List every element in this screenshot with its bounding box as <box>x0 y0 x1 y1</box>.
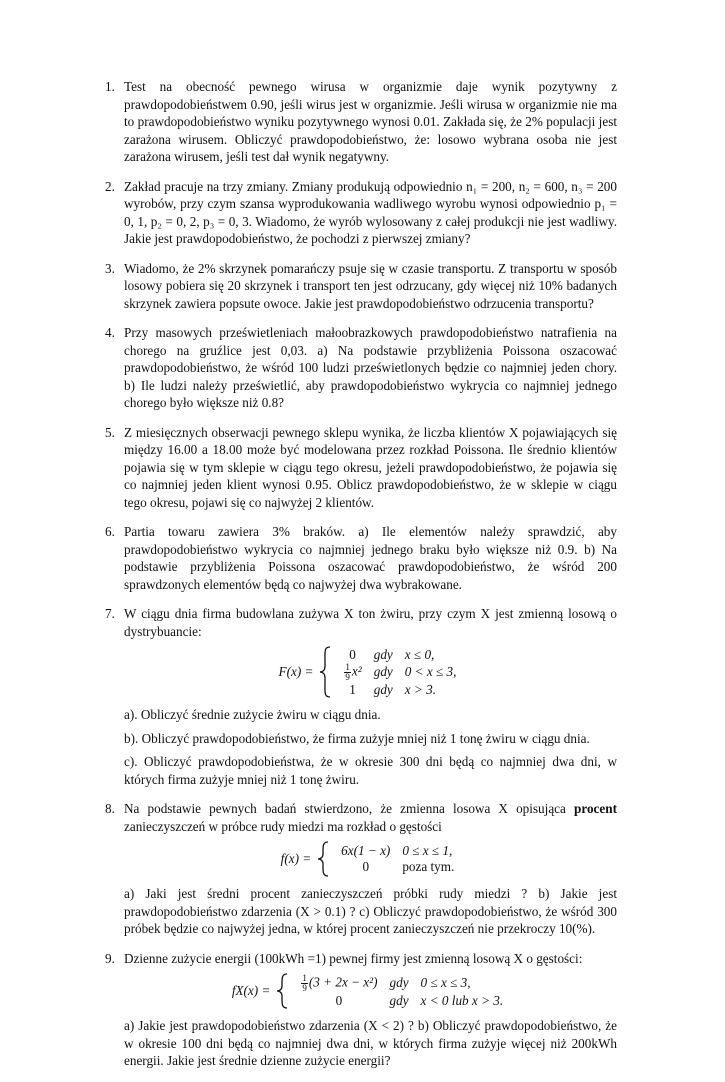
document-page <box>0 78 725 1082</box>
case-expression: x² <box>351 663 362 679</box>
case-value: 0 <box>349 646 356 662</box>
problem-intro <box>124 800 617 835</box>
problem-list <box>0 78 725 1070</box>
problem-4 <box>105 324 617 412</box>
problem-9 <box>105 950 617 1070</box>
density-equation <box>124 841 617 877</box>
cases-brace-group <box>319 646 462 698</box>
cases-table <box>335 843 460 875</box>
case-gdy: gdy <box>373 664 393 679</box>
bold-keyword: procent <box>574 801 617 816</box>
case-row <box>337 682 462 698</box>
problem-number: 5. <box>105 424 115 440</box>
problem-number: 4. <box>105 325 115 340</box>
problem-text: Test na obecność pewnego wirusa w organizmie daje wynik pozytywny z prawdopodobieństwem 0.90, jeśli wirus jest w organizmie. Jeśli wirusa w organizmie nie ma to prawdopodobieństwo wyniku pozytywnego wynosi 0.01. Zakłada się, że 2% populacji jest zarażona wirusem. Obliczyć prawdopodobieństwo, że: losowo wybrana osoba nie jest zarażona wirusem, jeśli test dał wynik negatywny. <box>124 79 617 164</box>
equation-lhs: F(x) = <box>278 664 314 679</box>
cases-table <box>294 974 509 1009</box>
problem-number: 6. <box>105 524 115 539</box>
intro-part-b: zanieczyszczeń w próbce rudy miedzi ma rozkład o gęstości <box>124 818 442 834</box>
case-condition: x < 0 lub x > 3. <box>420 992 504 1008</box>
case-condition: poza tym. <box>402 859 455 874</box>
left-brace-icon <box>317 841 329 877</box>
fraction-denominator: 9 <box>345 671 350 682</box>
left-brace-icon <box>319 646 331 698</box>
fraction-denominator: 9 <box>302 982 307 993</box>
problem-number: 8. <box>105 801 115 816</box>
problem-intro: Dzienne zużycie energii (100kWh =1) pewnej firmy jest zmienną losową X o gęstości: <box>124 950 583 966</box>
cdf-equation <box>124 646 617 698</box>
density-equation <box>124 973 617 1009</box>
case-row <box>335 859 460 875</box>
cases-brace-group <box>317 841 460 877</box>
case-condition: 0 ≤ x ≤ 3, <box>420 975 471 990</box>
case-value <box>294 974 383 993</box>
left-brace-icon <box>276 973 288 1009</box>
fraction-numerator: 1 <box>302 972 307 983</box>
problem-number: 9. <box>105 950 115 966</box>
case-row <box>337 647 462 663</box>
problem-5 <box>105 424 617 512</box>
case-gdy: gdy <box>373 646 393 662</box>
subquestion-c: c). Obliczyć prawdopodobieństwa, że w okresie 300 dni będą co najmniej dwa dni, w których firma zużyje mniej niż 1 tonę żwiru. <box>124 754 617 787</box>
equation-lhs: fX(x) = <box>231 983 271 998</box>
equation-lhs: f(x) = <box>280 851 312 866</box>
case-value: 0 <box>362 859 370 874</box>
fraction <box>301 974 308 993</box>
problem-number: 7. <box>105 606 115 621</box>
problem-intro: W ciągu dnia firma budowlana zużywa X ton żwiru, przy czym X jest zmienną losową o dystrybuancie: <box>124 606 617 639</box>
case-value: 1 <box>349 681 356 697</box>
case-value: 6x(1 − x) <box>341 843 391 858</box>
subquestion-b: b). Obliczyć prawdopodobieństwo, że firma zużyje mniej niż 1 tonę żwiru w ciągu dnia. <box>124 730 590 746</box>
subquestion-a: a). Obliczyć średnie zużycie żwiru w ciągu dnia. <box>124 707 381 722</box>
fraction <box>344 663 351 682</box>
case-gdy: gdy <box>389 992 409 1008</box>
cases-brace-group <box>276 973 509 1009</box>
fraction-numerator: 1 <box>345 661 350 672</box>
case-row <box>294 974 509 993</box>
case-value: 0 <box>335 992 343 1008</box>
problem-8 <box>105 800 617 938</box>
problem-3 <box>105 260 617 313</box>
problem-1 <box>105 78 617 166</box>
problem-text: Przy masowych prześwietleniach małoobrazkowych prawdopodobieństwo natrafienia na chorego na gruźlice jest 0,03. a) Na podstawie przybliżenia Poissona oszacować prawdopodobieństwo, że wśród 100 ludzi prześwietlonych będzie co najmniej jeden chory. b) Ile ludzi należy prześwietlić, aby prawdopodobieństwo wykrycia co najmniej jednego chorego było większe niż 0.8? <box>124 325 617 410</box>
problem-6 <box>105 523 617 593</box>
case-gdy: gdy <box>389 975 409 990</box>
case-condition: 0 < x ≤ 3, <box>404 664 457 679</box>
case-value <box>337 663 367 682</box>
subquestions: a) Jakie jest prawdopodobieństwo zdarzenia (X < 2) ? b) Obliczyć prawdopodobieństwo, że w okresie 100 dni będą co najmniej dwa dni, w których firma zużyje więcej niż 200kWh energii. Jakie jest średnie dzienne zużycie energii? <box>124 1018 617 1068</box>
problem-7 <box>105 605 617 788</box>
problem-2 <box>105 178 617 248</box>
case-condition: x > 3. <box>404 681 437 697</box>
problem-text: Wiadomo, że 2% skrzynek pomarańczy psuje się w czasie transportu. Z transportu w sposób losowy pobiera się 20 skrzynek i transport ten jest odrzucany, gdy więcej niż 10% badanych skrzynek zawiera popsute owoce. Jakie jest prawdopodobieństwo odrzucenia transportu? <box>124 260 617 311</box>
case-condition: x ≤ 0, <box>404 646 435 662</box>
case-expression: (3 + 2x − x²) <box>308 974 378 990</box>
case-row <box>294 993 509 1009</box>
case-row <box>335 843 460 859</box>
problem-number: 2. <box>105 178 115 194</box>
case-condition: 0 ≤ x ≤ 1, <box>402 843 453 858</box>
case-row <box>337 663 462 682</box>
problem-number: 3. <box>105 260 115 276</box>
cases-table <box>337 647 462 698</box>
problem-number: 1. <box>105 79 115 94</box>
problem-text: Zakład pracuje na trzy zmiany. Zmiany produkują odpowiednio n₁ = 200, n₂ = 600, n₃ = 200 wyrobów, przy czym szansa wyprodukowania wadliwego wyrobu wynosi odpowiednio p₁ = 0, 1, p₂ = 0, 2, p₃ = 0, 3. Wiadomo, że wyrób wylosowany z całej produkcji nie jest wadliwy. Jakie jest prawdopodobieństwo, że pochodzi z pierwszej zmiany? <box>124 178 617 246</box>
problem-text: Partia towaru zawiera 3% braków. a) Ile elementów należy sprawdzić, aby prawdopodobieństwo wykrycia co najmniej jednego braku było większe niż 0.9. b) Na podstawie przybliżenia Poissona oszacować prawdopodobieństwo, że wśród 200 sprawdzonych elementów będą co najwyżej dwa wybrakowane. <box>124 524 617 592</box>
case-gdy: gdy <box>373 681 393 697</box>
problem-text: Z miesięcznych obserwacji pewnego sklepu wynika, że liczba klientów X pojawiających się między 16.00 a 18.00 może być modelowana przez rozkład Poissona. Ile średnio klientów pojawia się w tym sklepie w ciągu tego okresu, jeżeli prawdopodobieństwo, że pojawia się co najmniej jeden klient wynosi 0.95. Oblicz prawdopodobieństwo, że w sklepie w ciągu tego okresu, pojawi się co najwyżej 2 klientów. <box>124 424 617 510</box>
subquestions: a) Jaki jest średni procent zanieczyszczeń próbki rudy miedzi ? b) Jakie jest prawdopodobieństwo zdarzenia (X > 0.1) ? c) Obliczyć prawdopodobieństwo, że wśród 300 próbek będzie co najwyżej jedna, w której procent zanieczyszczeń nie przekroczy 10(%). <box>124 886 617 936</box>
intro-part-a: Na podstawie pewnych badań stwierdzono, że zmienna losowa X opisująca <box>124 801 575 816</box>
